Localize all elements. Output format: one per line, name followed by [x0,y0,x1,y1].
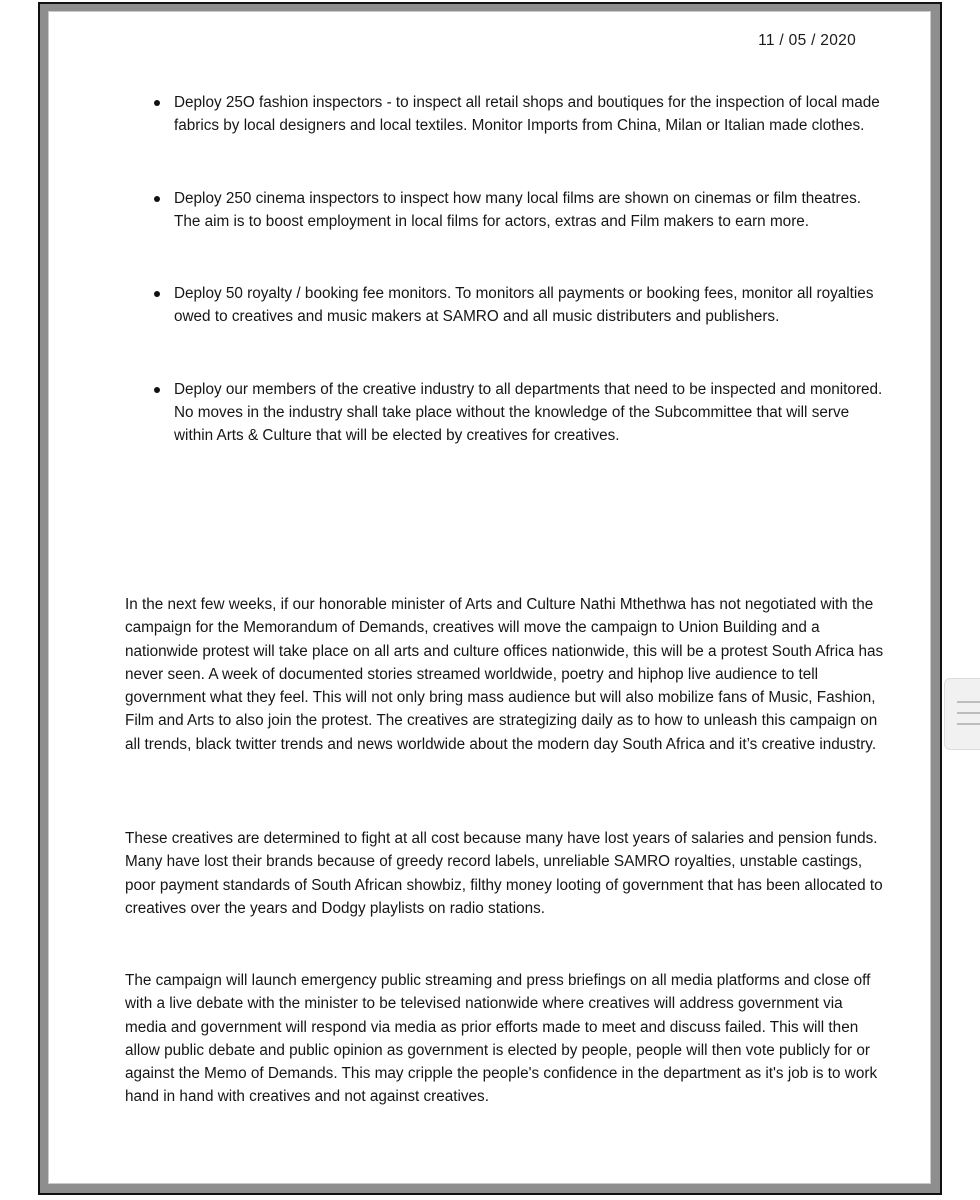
paragraph-protest-plan: In the next few weeks, if our honorable minister of Arts and Culture Nathi Mthethwa has not negotiated with the campaign for the Memorandum of Demands, creatives will move the campaign to Union Building and a nationwide protest will take place on all arts and culture offices nationwide, this will be a protest South Africa has never seen. A week of documented stories streamed worldwide, poetry and hiphop live audience to tell government what they feel. This will not only bring mass audience but will also mobilize fans of Music, Fashion, Film and Arts to also join the protest. The creatives are strategizing daily as to how to unleash this campaign on all trends, black twitter trends and news worldwide about the modern day South Africa and it’s creative industry. [125,596,884,753]
document-date: 11 / 05 / 2020 [758,32,856,49]
paragraph-creatives-determined: These creatives are determined to fight at all cost because many have lost years of salaries and pension funds. Many have lost their brands because of greedy record labels, unreliable SAMRO royalties, unstable castings, poor payment standards of South African showbiz, filthy money looting of government that has been allocated to creatives over the years and Dodgy playlists on radio stations. [125,830,883,917]
document-page [48,11,931,1184]
bullet-list [144,91,884,497]
document-frame [38,2,942,1195]
bullet-item-fashion-inspectors: Deploy 25O fashion inspectors - to inspect all retail shops and boutiques for the inspection of local made fabrics by local designers and local textiles. Monitor Imports from China, Milan or Italian made clothes. [144,91,884,138]
bullet-item-creative-members: Deploy our members of the creative industry to all departments that need to be inspected and monitored. No moves in the industry shall take place without the knowledge of the Subcommittee that will serve within Arts & Culture that will be elected by creatives for creatives. [144,378,884,448]
bullet-item-cinema-inspectors: Deploy 250 cinema inspectors to inspect how many local films are shown on cinemas or film theatres. The aim is to boost employment in local films for actors, extras and Film makers to earn more. [144,187,884,234]
side-panel-handle[interactable] [944,678,980,750]
bullet-item-royalty-monitors: Deploy 50 royalty / booking fee monitors. To monitors all payments or booking fees, monitor all royalties owed to creatives and music makers at SAMRO and all music distributers and publishers. [144,282,884,329]
paragraph-campaign-launch: The campaign will launch emergency public streaming and press briefings on all media platforms and close off with a live debate with the minister to be televised nationwide where creatives will address government via media and government will respond via media as prior efforts made to meet and discuss failed. This will then allow public debate and public opinion as government is elected by people, people will then vote publicly for or against the Memo of Demands. This may cripple the people's confidence in the department as it's job is to work hand in hand with creatives and not against creatives. [125,972,878,1106]
